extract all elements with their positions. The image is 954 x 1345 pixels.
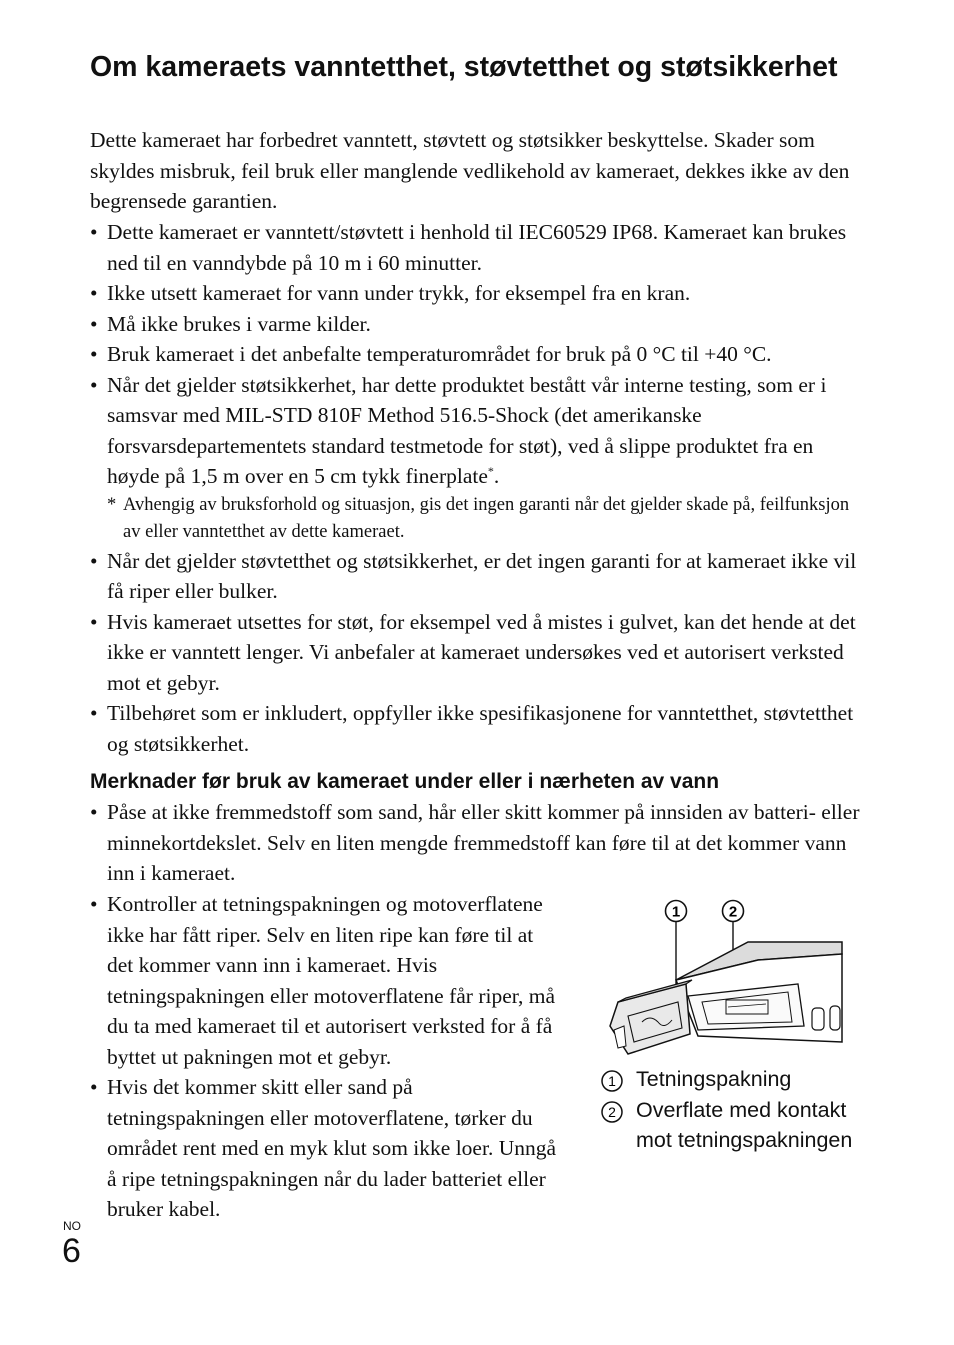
list-item: • Bruk kameraet i det anbefalte temperaturområdet for bruk på 0 °C til +40 °C. (90, 339, 860, 370)
footnote (107, 492, 860, 546)
page-number: 6 (62, 1232, 81, 1270)
legend-number-1 (600, 1069, 624, 1093)
sentence-end: . (493, 464, 500, 488)
legend-item (600, 1064, 860, 1095)
list-item: • Ikke utsett kameraet for vann under trykk, for eksempel fra en kran. (90, 278, 860, 309)
list-item-shock (90, 370, 860, 546)
legend-item (600, 1095, 860, 1156)
callout-2-number: 2 (728, 903, 738, 921)
callout-2 (723, 901, 744, 922)
legend-number-1-text: 1 (608, 1073, 616, 1089)
legend-label-1: Tetningspakning (636, 1067, 792, 1091)
callout-1 (666, 901, 687, 922)
footnote-mark: * (107, 494, 117, 515)
list-item: • Hvis det kommer skitt eller sand på tetningspakningen eller motoverflatene, tørker du området rent med en myk klut som ikke loer. Unngå å ripe tetningspakningen når du lader batteriet eller bruker kabel. (90, 1072, 560, 1225)
list-item: • Dette kameraet er vanntett/støvtett i henhold til IEC60529 IP68. Kameraet kan brukes ned til en vanndybde på 10 m i 60 minutter. (90, 217, 860, 278)
figure-legend (600, 1064, 860, 1156)
list-item: • Må ikke brukes i varme kilder. (90, 309, 860, 340)
shock-text: Når det gjelder støtsikkerhet, har dette produktet bestått vår interne testing, som er i samsvar med MIL-STD 810F Method 516.5-Shock (det amerikanske forsvarsdepartementets standard testmetode for støt), ved å slippe produktet fra en høyde på 1,5 m over en 5 cm tykk finerplate (107, 372, 827, 488)
list-item: • Når det gjelder støvtetthet og støtsikkerhet, er det ingen garanti for at kameraet ikke vil få riper eller bulker. (90, 546, 860, 607)
page-title: Om kameraets vanntetthet, støvtetthet og støtsikkerhet (90, 51, 838, 83)
list-item: • Tilbehøret som er inkludert, oppfyller ikke spesifikasjonene for vanntetthet, støvtetthet og støtsikkerhet. (90, 698, 860, 759)
list-item: • Kontroller at tetningspakningen og motoverflatene ikke har fått riper. Selv en liten ripe kan føre til at det kommer vann inn i kameraet. Hvis tetningspakningen eller motoverflatene får riper, må du ta med kameraet til et autorisert verksted for å få byttet ut pakningen mot et gebyr. (90, 889, 560, 1072)
list-item: • Påse at ikke fremmedstoff som sand, hår eller skitt kommer på innsiden av batteri- eller minnekortdekslet. Selv en liten mengde fremmedstoff kan føre til at det kommer vann inn i kameraet. (90, 797, 860, 889)
footnote-text: Avhengig av bruksforhold og situasjon, gis det ingen garanti når det gjelder skade på, feilfunksjon av eller vanntetthet av dette kameraet. (123, 494, 850, 542)
footnote-ref: * (487, 464, 494, 478)
camera-battery-cover-illustration (598, 896, 848, 1056)
legend-number-2 (600, 1100, 624, 1124)
bullet-list-1 (90, 217, 860, 759)
bullet-list-3 (90, 889, 560, 1225)
callout-1-number: 1 (671, 903, 681, 921)
page-language-code: NO (63, 1219, 81, 1233)
intro-paragraph: Dette kameraet har forbedret vanntett, støvtett og støtsikker beskyttelse. Skader som skyldes misbruk, feil bruk eller manglende vedlikehold av kameraet, dekkes ikke av den begrensede garantien. (90, 128, 850, 213)
legend-label-2: Overflate med kontakt mot tetningspakningen (636, 1097, 853, 1152)
legend-number-2-text: 2 (608, 1103, 616, 1120)
section-heading: Merknader før bruk av kameraet under eller i nærheten av vann (90, 770, 720, 793)
bullet-list-2 (90, 797, 860, 889)
list-item: • Hvis kameraet utsettes for støt, for eksempel ved å mistes i gulvet, kan det hende at det ikke er vanntett lenger. Vi anbefaler at kameraet undersøkes ved et autorisert verksted mot et gebyr. (90, 607, 860, 699)
